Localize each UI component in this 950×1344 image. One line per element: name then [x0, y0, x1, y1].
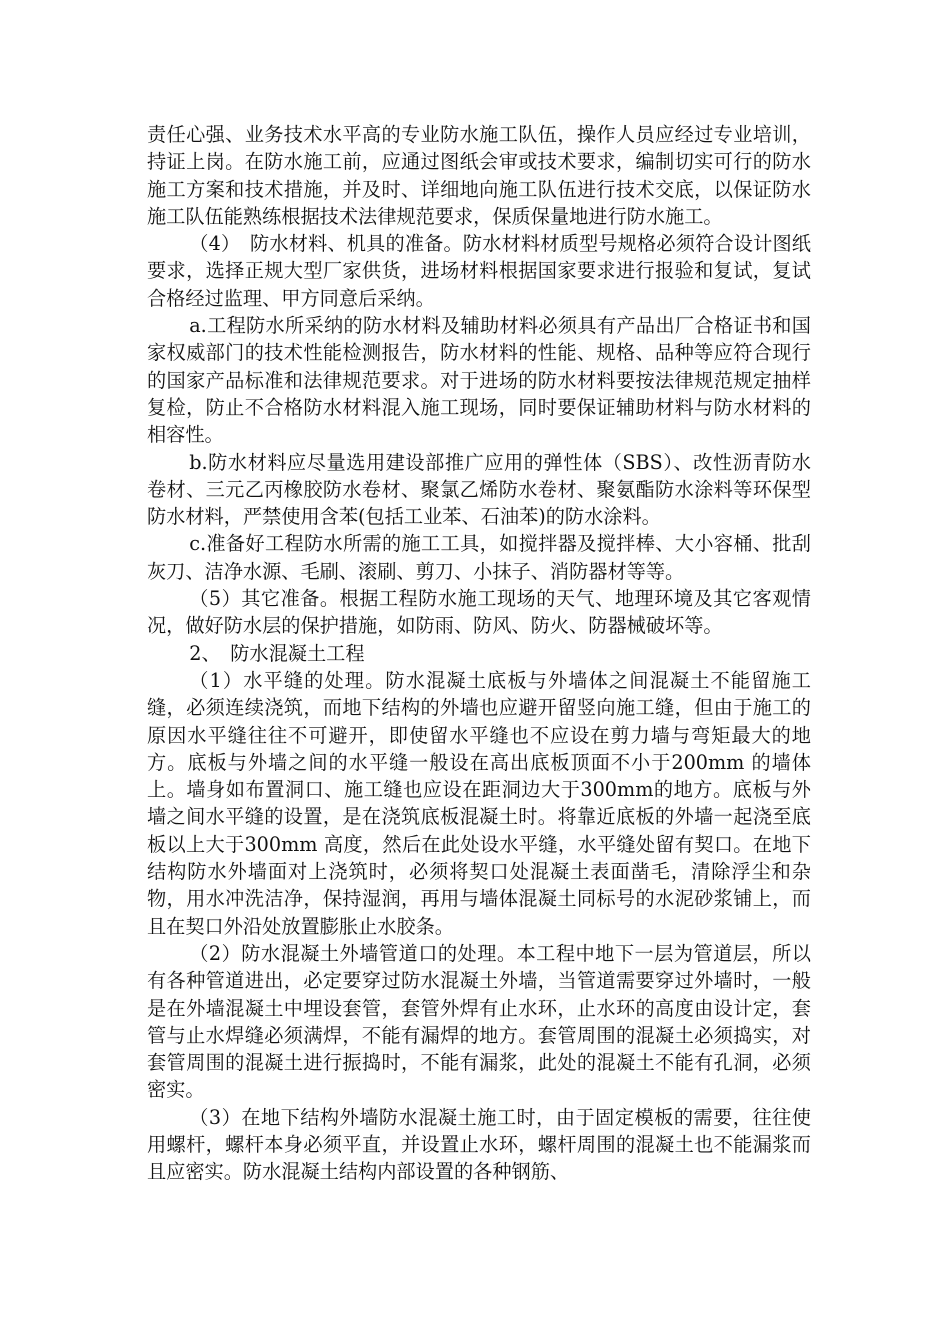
paragraph-4: b.防水材料应尽量选用建设部推广应用的弹性体（SBS）、改性沥青防水卷材、三元乙丙橡胶防水卷材、聚氯乙烯防水卷材、聚氨酯防水涂料等环保型防水材料，严禁使用含苯(包括工业苯、石油苯)的防水涂料。: [147, 450, 811, 529]
paragraph-3: a.工程防水所采纳的防水材料及辅助材料必须具有产品出厂合格证书和国家权威部门的技术性能检测报告，防水材料的性能、规格、品种等应符合现行的国家产品标准和法律规范要求。对于进场的防水材料要按法律规范规定抽样复检，防止不合格防水材料混入施工现场，同时要保证辅助材料与防水材料的相容性。: [147, 314, 811, 447]
paragraph-7: （1）水平缝的处理。防水混凝土底板与外墙体之间混凝土不能留施工缝，必须连续浇筑，而地下结构的外墙也应避开留竖向施工缝，但由于施工的原因水平缝往往不可避开，即使留水平缝也不应设在剪力墙与弯矩最大的地方。底板与外墙之间的水平缝一般设在高出底板顶面不小于200mm 的墙体上。墙身如布置洞口、施工缝也应设在距洞边大于300mm的地方。底板与外墙之间水平缝的设置，是在浇筑底板混凝土时。将靠近底板的外墙一起浇至底板以上大于300mm 高度，然后在此处设水平缝，水平缝处留有契口。在地下结构防水外墙面对上浇筑时，必须将契口处混凝土表面凿毛，清除浮尘和杂物，用水冲洗洁净，保持湿润，再用与墙体混凝土同标号的水泥砂浆铺上，而且在契口外沿处放置膨胀止水胶条。: [147, 668, 811, 938]
section-heading: 2、 防水混凝土工程: [189, 641, 365, 665]
document-page: [147, 121, 811, 1186]
paragraph-2: （4） 防水材料、机具的准备。防水材料材质型号规格必须符合设计图纸要求，选择正规大型厂家供货，进场材料根据国家要求进行报验和复试，复试合格经过监理、甲方同意后采纳。: [147, 232, 811, 310]
paragraph-5: c.准备好工程防水所需的施工工具，如搅拌器及搅拌棒、大小容桶、批刮灰刀、洁净水源、毛刷、滚刷、剪刀、小抹子、消防器材等等。: [147, 532, 811, 583]
paragraph-8: （2）防水混凝土外墙管道口的处理。本工程中地下一层为管道层，所以有各种管道进出，必定要穿过防水混凝土外墙，当管道需要穿过外墙时，一般是在外墙混凝土中埋设套管，套管外焊有止水环，止水环的高度由设计定，套管与止水焊缝必须满焊，不能有漏焊的地方。套管周围的混凝土必须捣实，对套管周围的混凝土进行振捣时，不能有漏浆，此处的混凝土不能有孔洞，必须密实。: [147, 941, 811, 1102]
paragraph-9: （3）在地下结构外墙防水混凝土施工时，由于固定模板的需要，往往使用螺杆，螺杆本身必须平直，并设置止水环，螺杆周围的混凝土也不能漏浆而且应密实。防水混凝土结构内部设置的各种钢筋、: [147, 1105, 811, 1184]
paragraph-6: （5）其它准备。根据工程防水施工现场的天气、地理环境及其它客观情况，做好防水层的保护措施，如防雨、防风、防火、防器械破坏等。: [147, 587, 811, 638]
paragraph-1: 责任心强、业务技术水平高的专业防水施工队伍，操作人员应经过专业培训，持证上岗。在防水施工前，应通过图纸会审或技术要求，编制切实可行的防水施工方案和技术措施，并及时、详细地向施工队伍进行技术交底，以保证防水施工队伍能熟练根据技术法律规范要求，保质保量地进行防水施工。: [147, 123, 811, 228]
